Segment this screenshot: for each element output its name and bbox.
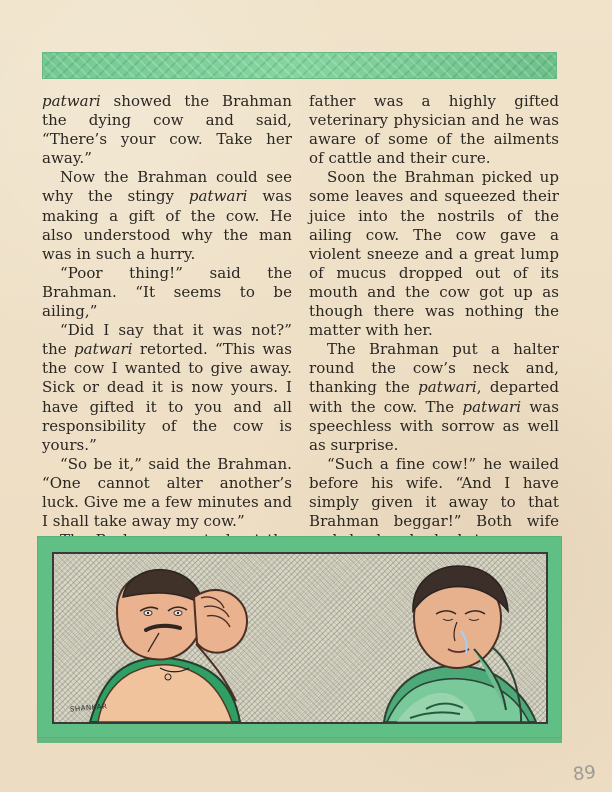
italic-term: patwari <box>188 187 248 206</box>
paragraph-text: , departed with the cow. The <box>309 378 559 416</box>
illustration-signature: SHANKAR <box>69 702 108 714</box>
right-paragraph <box>309 168 559 340</box>
italic-term: patwari <box>73 340 133 359</box>
right-text-column <box>309 92 559 569</box>
italic-term: patwari <box>418 378 477 397</box>
paragraph-text: showed the Brahman the dying cow and said, “There’s your cow. Take her away.” <box>42 92 292 168</box>
italic-term: patwari <box>42 92 101 110</box>
paragraph-text: “Did I say that it was not?” the <box>42 321 292 359</box>
left-paragraph <box>42 321 292 455</box>
paragraph-text: “Such a fine cow!” he wailed before his wife. “And I have simply given it away to that Brahman beggar!” Both wife <box>309 454 559 531</box>
paragraph-text: was speechless with sorrow as well as surprise. <box>309 397 559 454</box>
paragraph-text: The Brahman put a halter round the cow’s neck and, thanking the <box>309 340 559 397</box>
paragraph-text: Now the Brahman could see why the stingy <box>42 168 292 206</box>
decorative-bottom-band <box>37 738 562 743</box>
paragraph-text: retorted. “This was the cow I wanted to give away. Sick or dead it is now yours. I have gifted it to you and all responsibility of the cow is yours.” <box>42 340 292 454</box>
left-paragraph <box>42 455 292 531</box>
left-paragraph <box>42 168 292 263</box>
paragraph-text: was making a gift of the cow. He also understood why the man was in such a hurry. <box>42 187 292 263</box>
paragraph-text: father was a highly gifted veterinary physician and he was aware of some of the ailments of cattle and their cure. <box>309 92 559 168</box>
left-text-column <box>42 92 292 588</box>
story-illustration <box>52 552 548 724</box>
right-paragraph <box>309 92 559 168</box>
page-number: 89 <box>571 761 598 786</box>
paragraph-text: “Poor thing!” said the Brahman. “It seems to be ailing,” <box>42 263 292 321</box>
left-paragraph <box>42 92 292 168</box>
left-paragraph <box>42 264 292 321</box>
paragraph-text: “So be it,” said the Brahman. “One cannot alter another’s luck. Give me a few minutes and I shall take away my cow.” <box>42 454 292 531</box>
decorative-header-band <box>42 52 557 79</box>
right-paragraph <box>309 340 559 455</box>
illustration-frame <box>37 536 562 738</box>
paragraph-text: Soon the Brahman picked up some leaves and squeezed their juice into the nostrils of the ailing cow. The cow gave a violent sneeze and a great lump of mucus dropped out of its mouth and the cow got up as though there was nothing the matter with her. <box>309 168 559 340</box>
illustration-svg <box>54 554 546 722</box>
italic-term: patwari <box>462 397 522 416</box>
